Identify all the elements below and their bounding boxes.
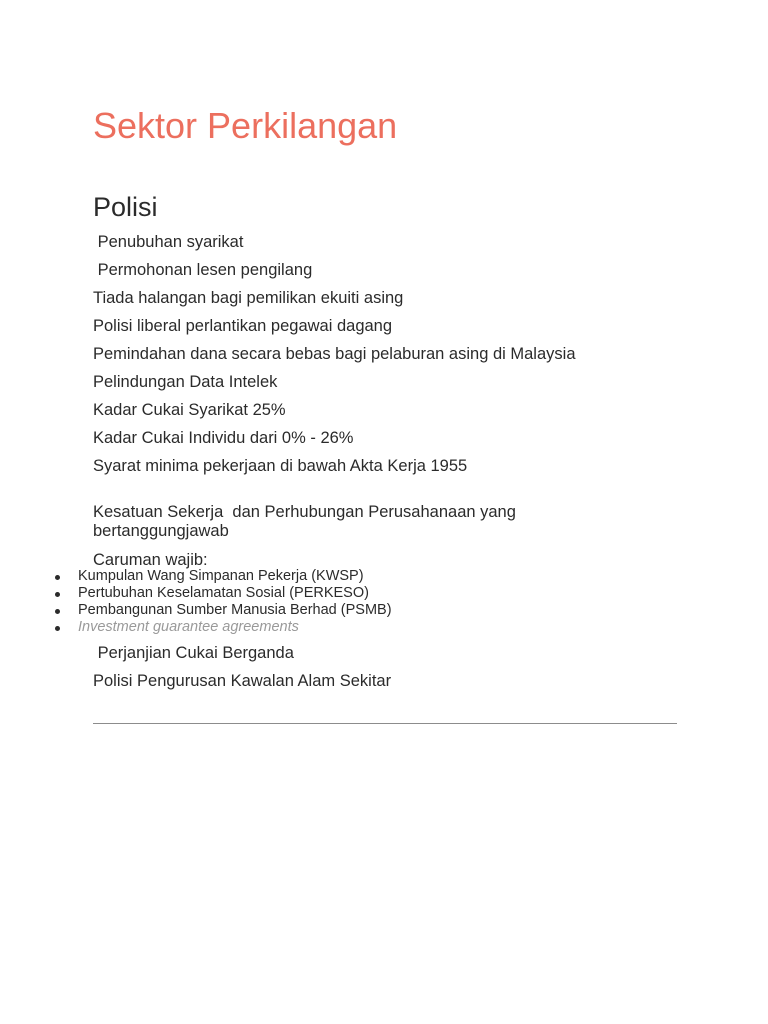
bullet-icon [55, 592, 60, 597]
policy-line: Syarat minima pekerjaan di bawah Akta Kerja 1955 [93, 457, 468, 475]
policy-line: Perjanjian Cukai Berganda [93, 644, 294, 662]
list-item [0, 619, 392, 636]
list-item [0, 602, 392, 619]
policy-line: Pemindahan dana secara bebas bagi pelaburan asing di Malaysia [93, 345, 576, 363]
policy-line: Penubuhan syarikat [93, 233, 244, 251]
policy-line: Kadar Cukai Syarikat 25% [93, 401, 286, 419]
list-item-label: Pertubuhan Keselamatan Sosial (PERKESO) [78, 585, 369, 601]
bullet-icon [55, 575, 60, 580]
list-item-label: Pembangunan Sumber Manusia Berhad (PSMB) [78, 602, 392, 618]
list-item-label: Investment guarantee agreements [78, 619, 299, 635]
section-heading-polisi: Polisi [93, 192, 158, 222]
bullet-icon [55, 609, 60, 614]
policy-line: Pelindungan Data Intelek [93, 373, 278, 391]
list-item [0, 585, 392, 602]
contributions-label: Caruman wajib: [93, 551, 208, 569]
document-title: Sektor Perkilangan [93, 105, 398, 146]
policy-line: Tiada halangan bagi pemilikan ekuiti asing [93, 289, 404, 307]
list-item [0, 568, 392, 585]
list-item-label: Kumpulan Wang Simpanan Pekerja (KWSP) [78, 568, 364, 584]
bullet-icon [55, 626, 60, 631]
policy-line: Permohonan lesen pengilang [93, 261, 313, 279]
policy-line: Polisi Pengurusan Kawalan Alam Sekitar [93, 672, 392, 690]
policy-line: Polisi liberal perlantikan pegawai dagang [93, 317, 393, 335]
union-paragraph: Kesatuan Sekerja dan Perhubungan Perusahanaan yang bertanggungjawab [93, 503, 521, 540]
contributions-list [0, 568, 392, 636]
horizontal-divider [93, 723, 677, 724]
policy-line: Kadar Cukai Individu dari 0% - 26% [93, 429, 354, 447]
